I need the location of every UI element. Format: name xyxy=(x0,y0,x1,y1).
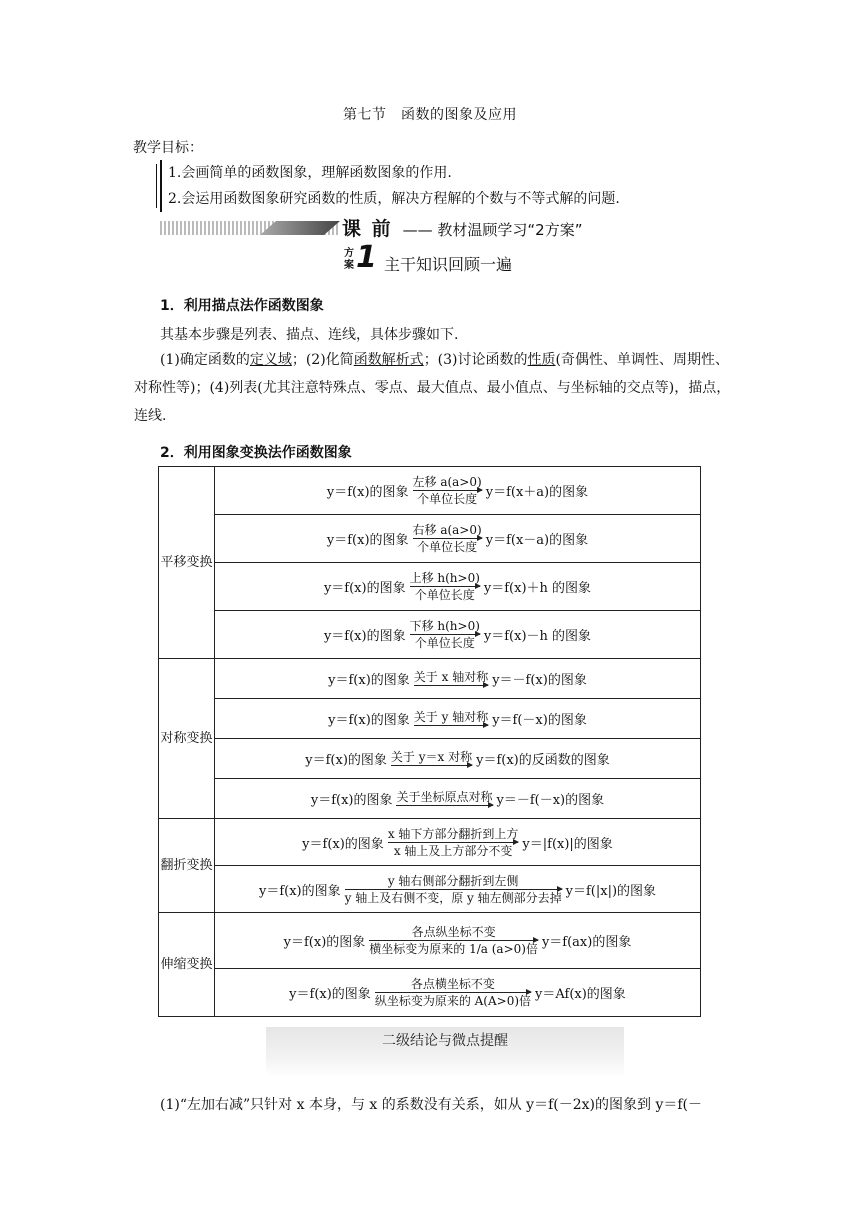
objectives-list xyxy=(160,160,620,212)
table-row: y＝f(x)的图象 下移 h(h>0) 个单位长度 y＝f(x)－h 的图象 xyxy=(215,611,701,659)
section-title: 第七节 函数的图象及应用 xyxy=(343,107,517,123)
conclusion-banner: 二级结论与微点提醒 xyxy=(266,1027,624,1077)
table-row: y＝f(x)的图象 各点横坐标不变 纵坐标变为原来的 A(A>0)倍 y＝Af(x)的图象 xyxy=(215,969,701,1017)
intro-text: 其基本步骤是列表、描点、连线，具体步骤如下. xyxy=(160,327,459,343)
table-row: y＝f(x)的图象 右移 a(a>0) 个单位长度 y＝f(x－a)的图象 xyxy=(215,515,701,563)
heading-1: 1．利用描点法作函数图象 xyxy=(160,298,324,314)
table-row: y＝f(x)的图象 左移 a(a>0) 个单位长度 y＝f(x＋a)的图象 xyxy=(215,467,701,515)
plan-text: 主干知识回顾一遍 xyxy=(384,255,513,274)
heading-2: 2．利用图象变换法作函数图象 xyxy=(160,445,352,461)
category-symmetry: 对称变换 xyxy=(159,659,215,819)
plan-small: 方案 xyxy=(344,248,354,271)
lesson-banner xyxy=(160,218,700,282)
table-row: y＝f(x)的图象 各点纵坐标不变 横坐标变为原来的 1/a (a>0)倍 y＝f(ax)的图象 xyxy=(215,913,701,969)
category-flip: 翻折变换 xyxy=(159,819,215,913)
table-row: y＝f(x)的图象 关于 x 轴对称 y＝－f(x)的图象 xyxy=(215,659,701,699)
table-row: y＝f(x)的图象 y 轴右侧部分翻折到左侧 y 轴上及右侧不变，原 y 轴左侧部分去掉 y＝f(|x|)的图象 xyxy=(215,866,701,913)
banner-main: 课 前 —— 教材温顾学习“2方案” xyxy=(342,218,583,240)
transform-table xyxy=(158,466,701,1017)
category-scale: 伸缩变换 xyxy=(159,913,215,1017)
objective-item: 2.会运用函数图象研究函数的性质，解决方程解的个数与不等式解的问题. xyxy=(168,191,620,207)
category-translate: 平移变换 xyxy=(159,467,215,659)
table-row: y＝f(x)的图象 上移 h(h>0) 个单位长度 y＝f(x)＋h 的图象 xyxy=(215,563,701,611)
remark-line: (1)“左加右减”只针对 x 本身，与 x 的系数没有关系，如从 y＝f(－2x)的图象到 y＝f(－ xyxy=(160,1097,703,1113)
table-row: y＝f(x)的图象 关于 y＝x 对称 y＝f(x)的反函数的图象 xyxy=(215,739,701,779)
table-row: y＝f(x)的图象 关于 y 轴对称 y＝f(－x)的图象 xyxy=(215,699,701,739)
plan-number: 1 xyxy=(356,240,377,275)
steps-paragraph: (1)确定函数的定义域；(2)化简函数解析式；(3)讨论函数的性质(奇偶性、单调性、周期性、对称性等)；(4)列表(尤其注意特殊点、零点、最大值点、最小值点、与坐标轴的交点等)，描点，连线. xyxy=(134,352,731,424)
table-row: y＝f(x)的图象 x 轴下方部分翻折到上方 x 轴上及上方部分不变 y＝|f(x)|的图象 xyxy=(215,819,701,866)
banner-sub: —— 教材温顾学习“2方案” xyxy=(402,221,583,239)
objective-item: 1.会画简单的函数图象，理解函数图象的作用. xyxy=(168,165,452,181)
table-row: y＝f(x)的图象 关于坐标原点对称 y＝－f(－x)的图象 xyxy=(215,779,701,819)
objectives-label: 教学目标： xyxy=(133,140,203,156)
